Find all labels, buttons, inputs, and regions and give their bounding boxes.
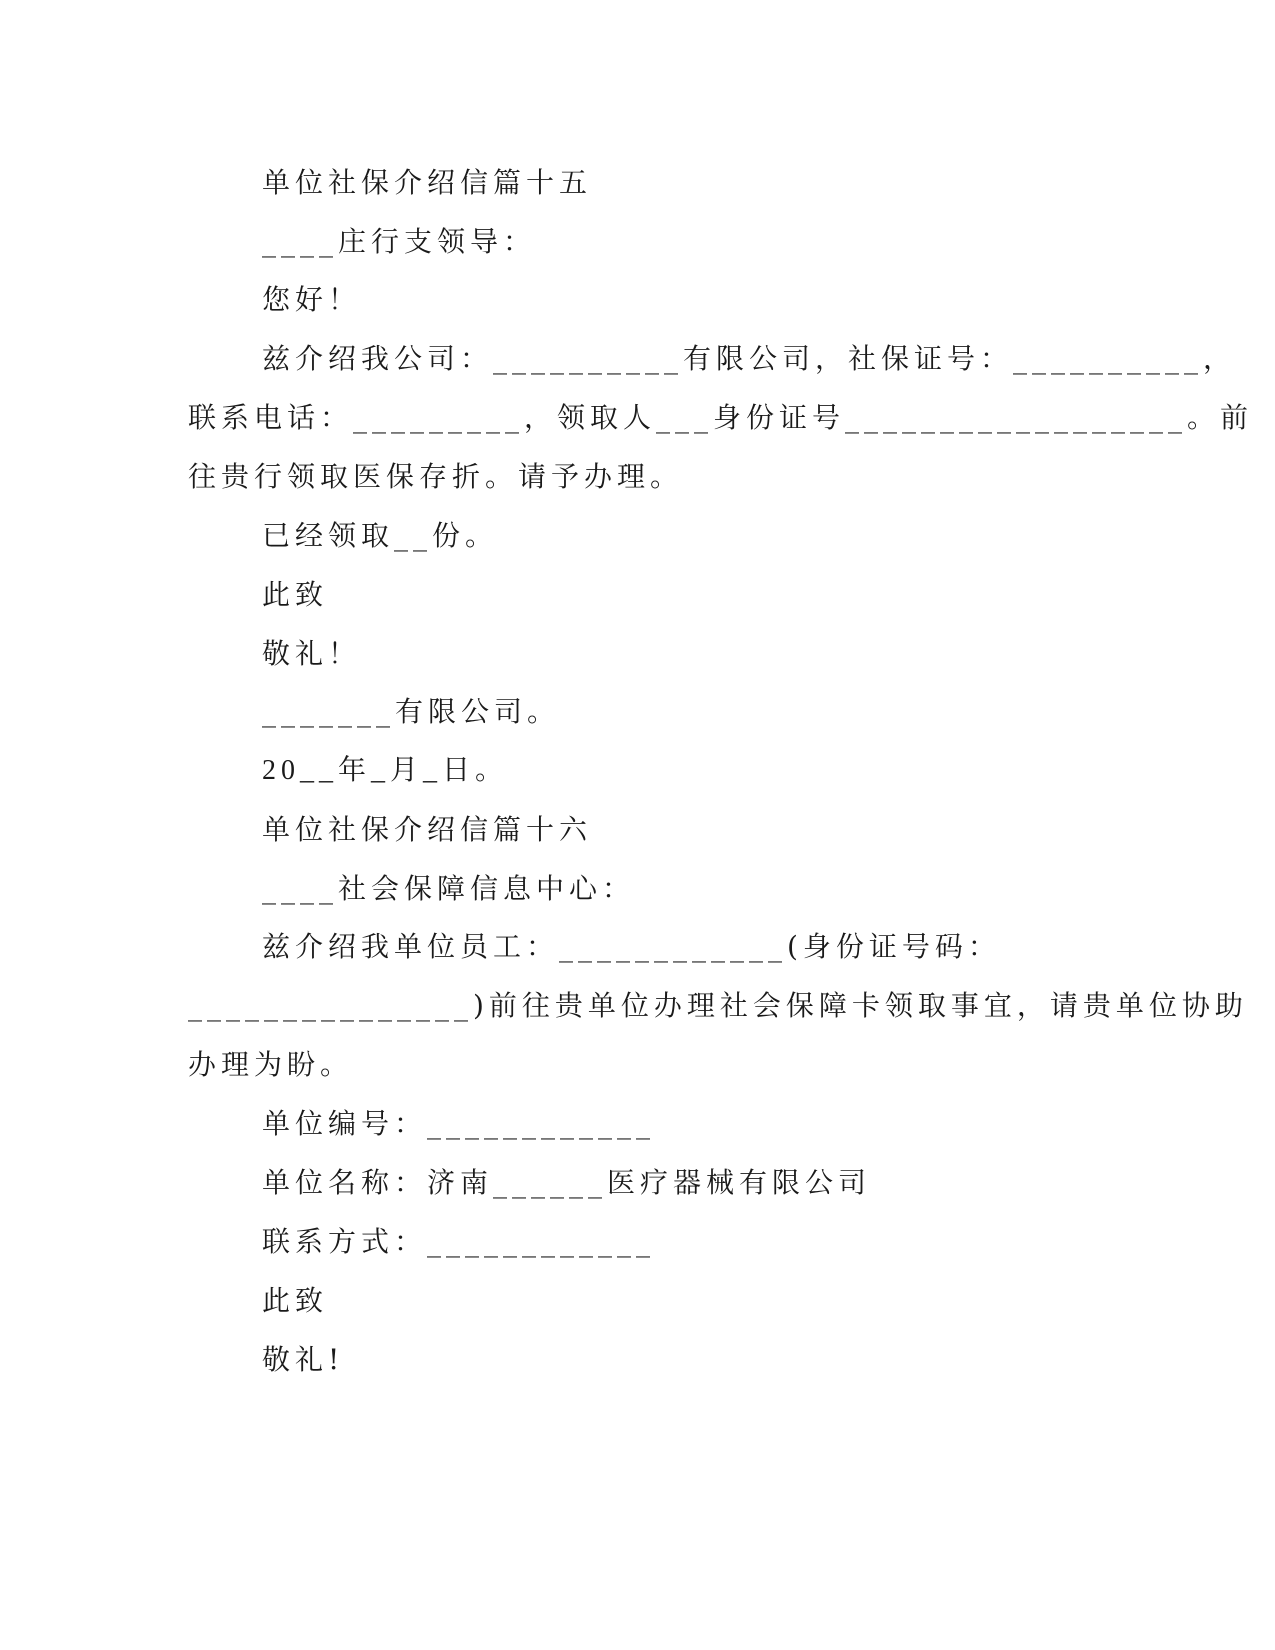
section15-body-line2: 联系电话：_________，领取人___身份证号__________________。前 xyxy=(188,401,1254,434)
section16-body-line3: 办理为盼。 xyxy=(188,1048,354,1081)
section15-body-line3: 往贵行领取医保存折。请予办理。 xyxy=(188,460,684,493)
section15-received: 已经领取__份。 xyxy=(262,519,499,552)
section16-title: 单位社保介绍信篇十六 xyxy=(262,813,593,846)
section15-greeting: 您好！ xyxy=(262,283,362,316)
section15-closing2: 敬礼！ xyxy=(262,637,362,670)
section16-body-line2: _______________)前往贵单位办理社会保障卡领取事宜，请贵单位协助 xyxy=(188,989,1248,1022)
section15-signature: _______有限公司。 xyxy=(262,695,561,728)
section15-body-line1: 兹介绍我公司：__________有限公司，社保证号：__________， xyxy=(262,342,1237,375)
section15-title: 单位社保介绍信篇十五 xyxy=(262,166,593,199)
section16-unit-number: 单位编号：____________ xyxy=(262,1107,656,1140)
section16-contact: 联系方式：____________ xyxy=(262,1225,656,1258)
section16-addressee: ____社会保障信息中心： xyxy=(262,872,636,905)
section16-closing2: 敬礼! xyxy=(262,1343,345,1376)
section15-date: 20__年_月_日。 xyxy=(262,755,509,786)
section15-addressee: ____庄行支领导： xyxy=(262,225,537,258)
section16-body-line1: 兹介绍我单位员工：____________(身份证号码： xyxy=(262,930,1001,963)
section16-unit-name: 单位名称：济南______医疗器械有限公司 xyxy=(262,1166,872,1199)
section15-closing1: 此致 xyxy=(262,578,329,611)
section16-closing1: 此致 xyxy=(262,1284,329,1317)
